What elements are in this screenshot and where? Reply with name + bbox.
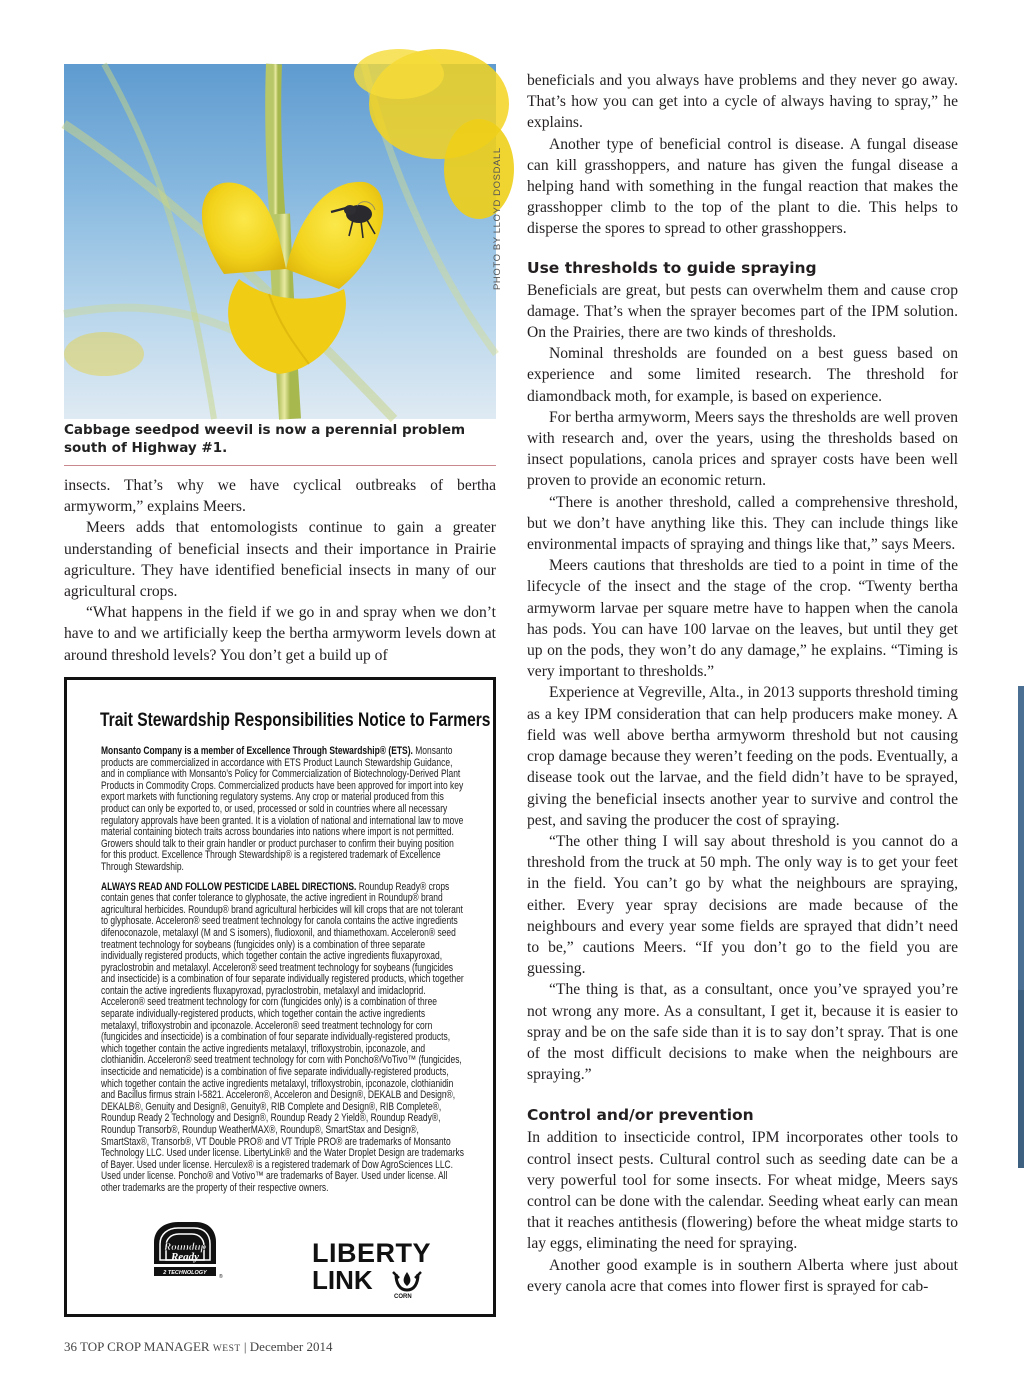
ready-wordmark: Ready	[170, 1251, 200, 1263]
photo-caption: Cabbage seedpod weevil is now a perennial problem south of Highway #1.	[64, 422, 466, 456]
link-wordmark: LINK	[312, 1265, 373, 1295]
body-paragraph: Another good example is in southern Alberta where just about every canola acre that comes into flower first is sprayed for cab-	[527, 1256, 958, 1295]
body-paragraph: Meers cautions that thresholds are tied to a point in time of the lifecycle of the insect and the stage of the crop. “Twenty bertha armyworm larvae per square metre have to happen when the canola has pods. You can have 100 larvae on the leaves, but until they get up on the pods, they won’t do any damage,” he explains. “Timing is very important to thresholds.”	[527, 557, 958, 681]
body-paragraph: “There is another threshold, called a comprehensive threshold, but we don’t have anything like this. They can include things like environmental impacts of spraying and things like that,” says Meers.	[527, 493, 958, 554]
body-paragraph: Another type of beneficial control is disease. A fungal disease can kill grasshoppers, and nature has given the fungal disease a helping hand with something in the fungal reaction that makes the grasshopper climb to the top of the plant to die. This helps to disperse the spores to spread to other grasshoppers.	[527, 135, 958, 238]
body-paragraph: “What happens in the field if we go in and spray when we don’t have to and we artificially keep the bertha armyworm levels down at around threshold levels? You don’t get a build up of	[64, 604, 496, 664]
body-paragraph: Experience at Vegreville, Alta., in 2013 supports threshold timing as a key IPM consideration that can help producers make money. A field was well above bertha armyworm threshold but not causing crop damage because they weren’t feeding on the pods. Eventually, a disease took out the larvae, and the field didn’t have to be sprayed, giving the beneficial insects another year to survive and control the pest, and saving the producer the cost of spraying.	[527, 684, 958, 829]
roundup-wordmark: Roundup	[163, 1241, 207, 1253]
magazine-edition: WEST	[212, 1344, 241, 1354]
body-paragraph: “The other thing I will say about threshold is you cannot do a threshold from the truck at 50 mph. The only way is to get your feet in the field. You can’t go by what the neighbours are spraying, either. Every year spray decisions are made because of the neighbours and every year some fields are sprayed that didn’t need to be,” cautions Meers. “If you don’t go to the field you are guessing.	[527, 832, 958, 978]
section-heading: Control and/or prevention	[527, 1106, 754, 1125]
body-paragraph: Nominal thresholds are founded on a best guess based on experience and some limited research. The threshold for diamondback moth, for example, is based on experience.	[527, 345, 958, 405]
body-paragraph: In addition to insecticide control, IPM incorporates other tools to control insect pests. Cultural control such as seeding date can be a very powerful tool for some insects. For wheat midge, Meers says control can be done with the calendar. Seeding wheat early can mean that it reaches antithesis (flowering) before the wheat midge starts to lay eggs, eliminating the need for spraying.	[527, 1129, 958, 1253]
liberty-wordmark: LIBERTY	[312, 1238, 432, 1268]
notice-text: Roundup Ready® crops contain genes that confer tolerance to glyphosate, the active ingredient in Roundup® brand agricultural herbicides. Roundup® brand agricultural herbicides will kill crops that are not tolerant to glyphosate. Acceleron® seed treatment technology for canola contains the active ingredients difenoconazole, metalaxyl (M and S isomers), fludioxonil, and thiamethoxam. Acceleron® seed treatment technology for soybeans (fungicides only) is a combination of three separate individually registered products, which together contain the active ingredients fluxapyroxad, pyraclostrobin and metalaxyl. Acceleron® seed treatment technology for soybeans (fungicides and insecticide) is a combination of four separate individually registered products, which together contain the active ingredients fluxapyroxad, pyraclostrobin, metalaxyl and imidacloprid. Acceleron® seed treatment technology for corn (fungicides only) is a combination of three separate individually-registered products, which together contain the active ingredients metalaxyl, trifloxystrobin and ipconazole. Acceleron® seed treatment technology for corn (fungicides and insecticide) is a combination of four separate individually-registered products, which together contain the active ingredients metalaxyl, trifloxystrobin, ipconazole, and clothianidin. Acceleron® seed treatment technology for corn with Poncho®/VoTivo™ (fungicides, insecticide and nematicide) is a combination of five separate individually-registered products, which together contain the active ingredients metalaxyl, trifloxystrobin, ipconazole, clothianidin and Bacillus firmus strain I-5821. Acceleron®, Acceleron and Design®, DEKALB and Design®, DEKALB®, Genuity and Design®, Genuity®, RIB Complete and Design®, RIB Complete®, Roundup Ready 2 Technology and Design®, Roundup Ready 2 Yield®, Roundup Ready®, Roundup Transorb®, Roundup WeatherMAX®, Roundup®, SmartStax and Design®, SmartStax®, Transorb®, VT Double PRO® and VT Triple PRO® are trademarks of Monsanto Technology LLC. Used under license. LibertyLink® and the Water Droplet Design are trademarks of Bayer. Used under license. Herculex® is a registered trademark of Dow AgroSciences LLC. Used under license. Poncho® and Votivo™ are trademarks of Bayer. Used under license. All other trademarks are the property of their respective owners.	[101, 880, 465, 1194]
magazine-name: TOP CROP MANAGER	[80, 1339, 210, 1354]
notice-paragraph	[101, 746, 465, 874]
svg-text:®: ®	[219, 1274, 223, 1280]
notice-body	[101, 746, 465, 1203]
body-paragraph: beneficials and you always have problems and they never go away. That’s how you can get into a cycle of always having to spray,” he explains.	[527, 72, 958, 132]
notice-title: Trait Stewardship Responsibilities Notice to Farmers	[100, 710, 491, 731]
corn-label: CORN	[394, 1294, 412, 1300]
roundup-ready-logo-mark	[152, 1220, 222, 1280]
liberty-link-logo	[312, 1240, 432, 1300]
notice-paragraph	[101, 882, 465, 1195]
right-column	[527, 70, 958, 1297]
footer-separator: |	[243, 1339, 247, 1354]
photo-credit: PHOTO BY LLOYD DOSDALL	[492, 147, 503, 290]
trait-stewardship-notice	[64, 677, 496, 1317]
notice-lead: Monsanto Company is a member of Excellence Through Stewardship® (ETS).	[101, 745, 413, 757]
water-droplet-icon	[390, 1270, 424, 1294]
body-paragraph: “The thing is that, as a consultant, once you’ve sprayed you’re not wrong any more. As a consultant, I get it, because it is easier to spray and be on the safe side than it is to say don’t spray. That is one of the most difficult decisions to make when the neighbours are spraying.”	[527, 981, 958, 1084]
caption-divider	[64, 465, 496, 466]
roundup-ready-logo	[152, 1220, 222, 1280]
left-column	[64, 475, 496, 666]
issue-date: December 2014	[249, 1339, 333, 1354]
canola-flower-illustration	[64, 64, 496, 419]
weevil-photo	[64, 64, 496, 419]
page-footer	[64, 1339, 332, 1355]
body-paragraph: insects. That’s why we have cyclical outbreaks of bertha armyworm,” explains Meers.	[64, 477, 496, 516]
body-paragraph: Beneficials are great, but pests can overwhelm them and cause crop damage. That’s when the sprayer becomes part of the IPM solution. On the Prairies, there are two kinds of thresholds.	[527, 281, 958, 342]
page-number: 36	[64, 1339, 77, 1354]
body-paragraph: Meers adds that entomologists continue to gain a greater understanding of beneficial insects and their importance in Prairie agriculture. They have identified beneficial insects in many of our agricultural crops.	[64, 519, 496, 601]
section-heading: Use thresholds to guide spraying	[527, 258, 817, 277]
technology-band: 2 TECHNOLOGY	[163, 1270, 207, 1276]
notice-text: Monsanto products are commercialized in accordance with ETS Product Launch Stewardship Guidance, and in compliance with Monsanto’s Policy for Commercialization of Biotechnology-Derived Plant Products in Commodity Crops. Commercialized products have been approved for import into key export markets with functioning regulatory systems. Any crop or material produced from this product can only be exported to, or used, processed or sold in countries where all necessary regulatory approvals have been granted. It is a violation of national and international law to move material containing biotech traits across boundaries into nations where import is not permitted. Growers should talk to their grain handler or product purchaser to confirm their buying position for this product. Excellence Through Stewardship® is a registered trademark of Excellence Through Stewardship.	[101, 745, 464, 873]
page-edge-tab-dark	[1018, 990, 1024, 1168]
notice-lead: ALWAYS READ AND FOLLOW PESTICIDE LABEL DIRECTIONS.	[101, 880, 357, 893]
body-paragraph: For bertha armyworm, Meers says the thresholds are well proven with research and, over the years, using the thresholds based on insect populations, canola prices and sprayer costs have been well proven to provide an economic return.	[527, 408, 958, 490]
